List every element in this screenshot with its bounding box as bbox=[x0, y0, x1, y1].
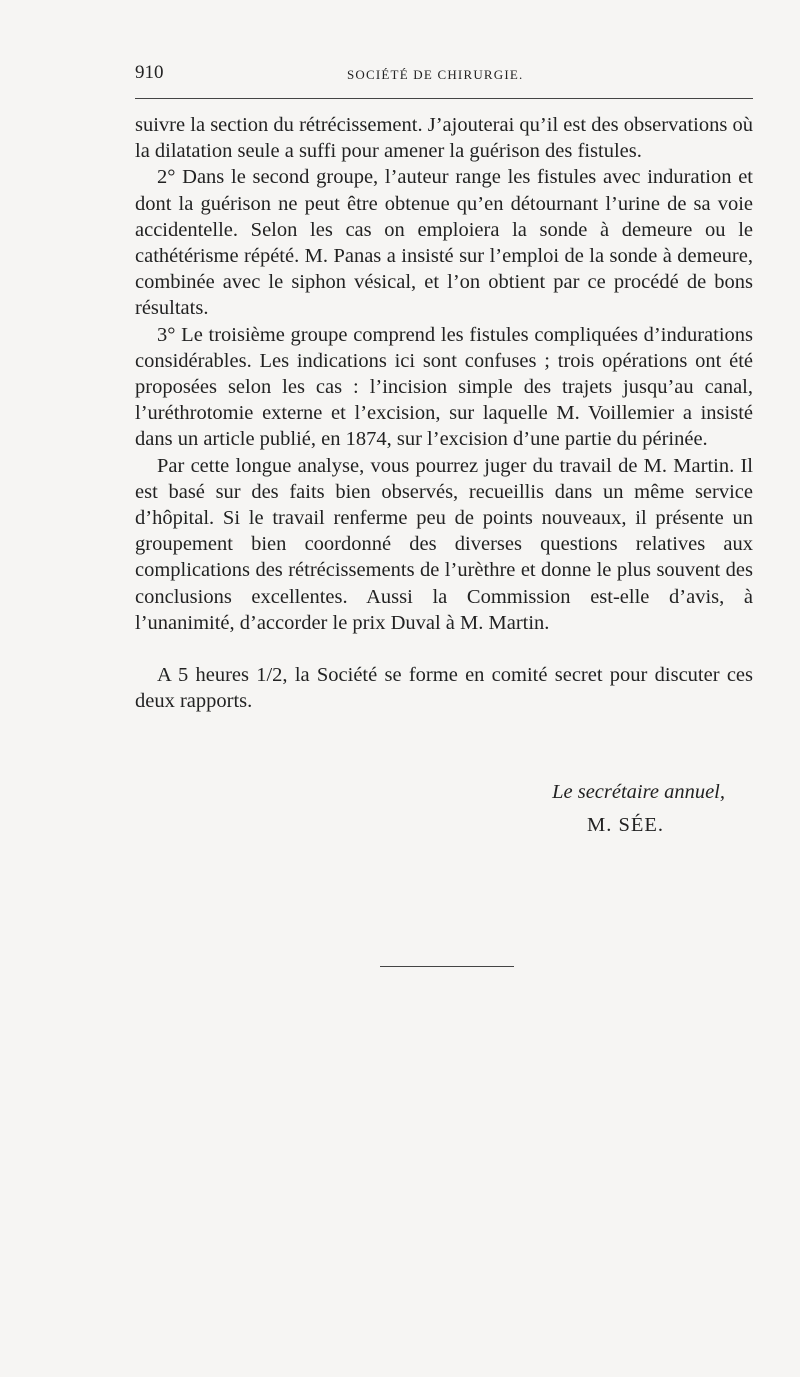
end-rule bbox=[380, 966, 514, 967]
header-rule bbox=[135, 98, 753, 99]
paragraph-5: A 5 heures 1/2, la Société se forme en comité secret pour discuter ces deux rapports. bbox=[135, 664, 753, 713]
paragraph-3: 3° Le troisième groupe comprend les fistules compliquées d’indurations considérables. Les indications ici sont confuses ; trois opérations ont été proposées selon les cas : l’incision simple des trajets jusqu’au canal, l’uréthrotomie externe et l’excision, sur laquelle M. Voillemier a insisté dans un article publié, en 1874, sur l’excision d’une partie du périnée. bbox=[135, 323, 753, 451]
paragraph-4: Par cette longue analyse, vous pourrez juger du travail de M. Martin. Il est basé sur des faits bien observés, recueillis dans un même service d’hôpital. Si le travail renferme peu de points nouveaux, il présente un groupement bien coordonné des diverses questions relatives aux complications des rétrécissements de l’urèthre et donne le plus souvent des conclusions excellentes. Aussi la Commission est-elle d’avis, à l’unanimité, d’accorder le prix Duval à M. Martin. bbox=[135, 454, 753, 634]
signature-role: Le secrétaire annuel, bbox=[552, 781, 725, 803]
running-head bbox=[135, 62, 753, 88]
running-title: SOCIÉTÉ DE CHIRURGIE. bbox=[347, 67, 524, 82]
paragraph-2: 2° Dans le second groupe, l’auteur range les fistules avec induration et dont la guérison ne peut être obtenue qu’en détournant l’urine de sa voie accidentelle. Selon les cas on emploiera la sonde à demeure ou le cathétérisme répété. M. Panas a insisté sur l’emploi de la sonde à demeure, combinée avec le siphon vésical, et l’on obtient par ce procédé de bons résultats. bbox=[135, 166, 753, 320]
signature-name: M. SÉE. bbox=[587, 814, 665, 836]
body-text bbox=[135, 112, 753, 714]
paragraph-1: suivre la section du rétrécissement. J’ajouterai qu’il est des observations où la dilatation seule a suffi pour amener la guérison des fistules. bbox=[135, 114, 753, 163]
page-number: 910 bbox=[135, 62, 164, 83]
